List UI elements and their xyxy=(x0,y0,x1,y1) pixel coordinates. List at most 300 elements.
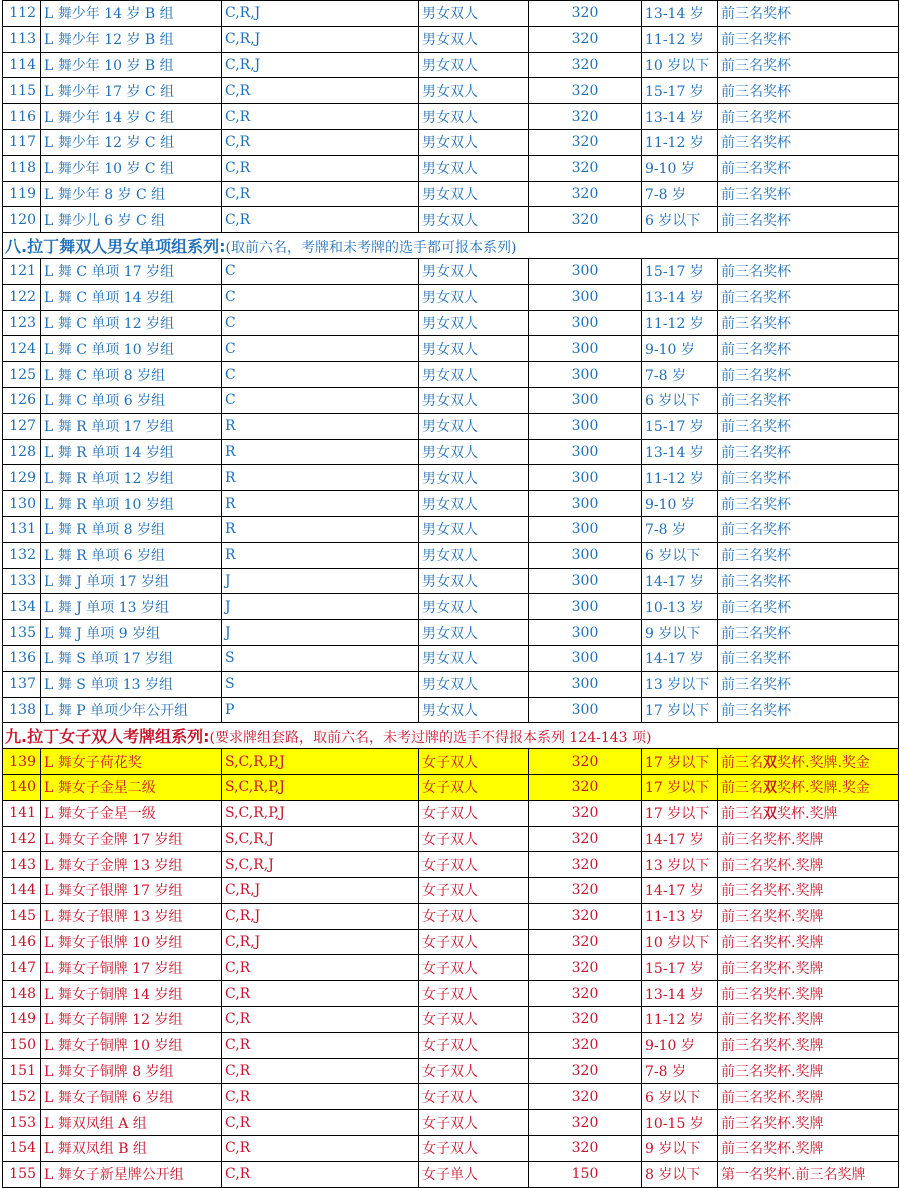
entry-fee: 320 xyxy=(529,852,642,878)
age-range: 14-17 岁 xyxy=(642,568,718,594)
event-name: L 舞 C 单项 6 岁组 xyxy=(41,387,222,413)
entry-fee: 300 xyxy=(529,413,642,439)
table-row xyxy=(3,903,899,929)
item-number: 150 xyxy=(3,1032,41,1058)
age-range: 15-17 岁 xyxy=(642,955,718,981)
age-range: 10-15 岁 xyxy=(642,1110,718,1136)
event-name: L 舞少年 14 岁 C 组 xyxy=(41,104,222,130)
entry-type: 女子双人 xyxy=(419,981,529,1007)
entry-fee: 150 xyxy=(529,1161,642,1187)
event-name: L 舞 C 单项 12 岁组 xyxy=(41,310,222,336)
entry-fee: 320 xyxy=(529,1058,642,1084)
dance-list: C xyxy=(222,258,419,284)
dance-list: C,R xyxy=(222,1136,419,1162)
dance-list: S,C,R,P,J xyxy=(222,800,419,826)
entry-fee: 320 xyxy=(529,929,642,955)
age-range: 6 岁以下 xyxy=(642,542,718,568)
entry-type: 女子双人 xyxy=(419,852,529,878)
event-name: L 舞少年 8 岁 C 组 xyxy=(41,181,222,207)
age-range: 8 岁以下 xyxy=(642,1161,718,1187)
event-name: L 舞 C 单项 17 岁组 xyxy=(41,258,222,284)
item-number: 139 xyxy=(3,749,41,775)
prize-part: 双 xyxy=(763,806,777,823)
table-row xyxy=(3,826,899,852)
item-number: 124 xyxy=(3,336,41,362)
item-number: 154 xyxy=(3,1136,41,1162)
entry-fee: 320 xyxy=(529,1110,642,1136)
prize xyxy=(718,749,899,775)
table-row xyxy=(3,929,899,955)
age-range: 11-12 岁 xyxy=(642,465,718,491)
item-number: 114 xyxy=(3,52,41,78)
entry-type: 男女双人 xyxy=(419,155,529,181)
prize: 前三名奖杯 xyxy=(718,310,899,336)
item-number: 131 xyxy=(3,516,41,542)
item-number: 125 xyxy=(3,362,41,388)
item-number: 120 xyxy=(3,207,41,233)
table-row xyxy=(3,439,899,465)
entry-fee: 320 xyxy=(529,981,642,1007)
item-number: 145 xyxy=(3,903,41,929)
dance-list: C,R,J xyxy=(222,26,419,52)
table-row xyxy=(3,465,899,491)
dance-list: C xyxy=(222,362,419,388)
item-number: 112 xyxy=(3,1,41,27)
entry-type: 男女双人 xyxy=(419,207,529,233)
entry-type: 女子双人 xyxy=(419,1058,529,1084)
prize: 前三名奖杯 xyxy=(718,516,899,542)
table-row xyxy=(3,1161,899,1187)
dance-list: S xyxy=(222,645,419,671)
dance-list: C xyxy=(222,310,419,336)
age-range: 7-8 岁 xyxy=(642,181,718,207)
prize: 前三名奖杯 xyxy=(718,284,899,310)
item-number: 123 xyxy=(3,310,41,336)
prize: 前三名奖杯.奖牌 xyxy=(718,955,899,981)
age-range: 14-17 岁 xyxy=(642,878,718,904)
prize: 前三名奖杯 xyxy=(718,542,899,568)
item-number: 116 xyxy=(3,104,41,130)
entry-fee: 320 xyxy=(529,181,642,207)
dance-list: C,R xyxy=(222,104,419,130)
entry-type: 男女双人 xyxy=(419,620,529,646)
table-row xyxy=(3,155,899,181)
entry-fee: 300 xyxy=(529,568,642,594)
event-name: L 舞 J 单项 17 岁组 xyxy=(41,568,222,594)
entry-type: 男女双人 xyxy=(419,52,529,78)
age-range: 7-8 岁 xyxy=(642,516,718,542)
entry-type: 女子双人 xyxy=(419,1084,529,1110)
item-number: 132 xyxy=(3,542,41,568)
prize: 前三名奖杯.奖牌 xyxy=(718,1007,899,1033)
entry-type: 女子双人 xyxy=(419,929,529,955)
entry-fee: 320 xyxy=(529,749,642,775)
item-number: 118 xyxy=(3,155,41,181)
entry-fee: 320 xyxy=(529,774,642,800)
age-range: 15-17 岁 xyxy=(642,78,718,104)
table-row xyxy=(3,387,899,413)
event-name: L 舞少年 12 岁 B 组 xyxy=(41,26,222,52)
entry-type: 男女双人 xyxy=(419,284,529,310)
item-number: 117 xyxy=(3,129,41,155)
prize: 前三名奖杯 xyxy=(718,1,899,27)
prize: 前三名奖杯 xyxy=(718,465,899,491)
event-name: L 舞少年 10 岁 B 组 xyxy=(41,52,222,78)
entry-fee: 300 xyxy=(529,671,642,697)
prize: 前三名奖杯 xyxy=(718,336,899,362)
age-range: 6 岁以下 xyxy=(642,207,718,233)
entry-fee: 320 xyxy=(529,78,642,104)
dance-list: S xyxy=(222,671,419,697)
age-range: 6 岁以下 xyxy=(642,387,718,413)
age-range: 13-14 岁 xyxy=(642,439,718,465)
prize: 前三名奖杯 xyxy=(718,26,899,52)
entry-fee: 320 xyxy=(529,826,642,852)
event-name: L 舞 P 单项少年公开组 xyxy=(41,697,222,723)
age-range: 13-14 岁 xyxy=(642,981,718,1007)
dance-list: C,R xyxy=(222,129,419,155)
event-name: L 舞女子铜牌 12 岁组 xyxy=(41,1007,222,1033)
prize-part: 前三名 xyxy=(721,754,763,771)
table-row xyxy=(3,568,899,594)
prize: 前三名奖杯 xyxy=(718,258,899,284)
item-number: 140 xyxy=(3,774,41,800)
entry-type: 男女双人 xyxy=(419,129,529,155)
table-row xyxy=(3,749,899,775)
prize-part: 双 xyxy=(763,754,777,771)
prize-part: 前三名 xyxy=(721,806,763,823)
event-name: L 舞女子铜牌 6 岁组 xyxy=(41,1084,222,1110)
prize: 前三名奖杯 xyxy=(718,155,899,181)
table-row xyxy=(3,981,899,1007)
table-row xyxy=(3,258,899,284)
age-range: 13 岁以下 xyxy=(642,852,718,878)
event-name: L 舞 C 单项 8 岁组 xyxy=(41,362,222,388)
event-name: L 舞女子银牌 13 岁组 xyxy=(41,903,222,929)
age-range: 9-10 岁 xyxy=(642,491,718,517)
event-name: L 舞少年 10 岁 C 组 xyxy=(41,155,222,181)
prize xyxy=(718,800,899,826)
prize: 前三名奖杯.奖牌 xyxy=(718,1110,899,1136)
section-header xyxy=(3,233,899,259)
entry-fee: 300 xyxy=(529,697,642,723)
entry-fee: 320 xyxy=(529,955,642,981)
prize: 前三名奖杯.奖牌 xyxy=(718,1084,899,1110)
entry-fee: 320 xyxy=(529,26,642,52)
age-range: 13-14 岁 xyxy=(642,284,718,310)
age-range: 9 岁以下 xyxy=(642,620,718,646)
dance-list: R xyxy=(222,491,419,517)
item-number: 141 xyxy=(3,800,41,826)
prize: 前三名奖杯.奖牌 xyxy=(718,981,899,1007)
dance-list: C xyxy=(222,387,419,413)
entry-type: 男女双人 xyxy=(419,104,529,130)
prize: 前三名奖杯 xyxy=(718,620,899,646)
section-title: 九.拉丁女子双人考牌组系列: xyxy=(5,727,210,747)
age-range: 17 岁以下 xyxy=(642,749,718,775)
age-range: 6 岁以下 xyxy=(642,1084,718,1110)
table-row xyxy=(3,129,899,155)
entry-type: 男女双人 xyxy=(419,645,529,671)
age-range: 11-12 岁 xyxy=(642,1007,718,1033)
table-row xyxy=(3,594,899,620)
item-number: 142 xyxy=(3,826,41,852)
prize-part: 奖杯.奖牌.奖金 xyxy=(777,754,870,771)
dance-list: J xyxy=(222,568,419,594)
table-row xyxy=(3,78,899,104)
entry-type: 男女双人 xyxy=(419,439,529,465)
entry-fee: 300 xyxy=(529,387,642,413)
dance-list: C,R xyxy=(222,955,419,981)
entry-type: 男女双人 xyxy=(419,310,529,336)
item-number: 148 xyxy=(3,981,41,1007)
event-name: L 舞女子新星牌公开组 xyxy=(41,1161,222,1187)
item-number: 119 xyxy=(3,181,41,207)
dance-list: C,R,J xyxy=(222,52,419,78)
section-note: (要求牌组套路，取前六名，未考过牌的选手不得报本系列 124-143 项) xyxy=(209,730,652,747)
table-row xyxy=(3,491,899,517)
entry-fee: 320 xyxy=(529,155,642,181)
table-row xyxy=(3,645,899,671)
event-name: L 舞女子金星一级 xyxy=(41,800,222,826)
item-number: 144 xyxy=(3,878,41,904)
entry-type: 男女双人 xyxy=(419,542,529,568)
table-row xyxy=(3,516,899,542)
section-header-cell xyxy=(3,233,899,259)
table-row xyxy=(3,336,899,362)
entry-type: 男女双人 xyxy=(419,413,529,439)
item-number: 134 xyxy=(3,594,41,620)
prize: 前三名奖杯 xyxy=(718,387,899,413)
item-number: 146 xyxy=(3,929,41,955)
prize: 前三名奖杯 xyxy=(718,594,899,620)
table-row xyxy=(3,181,899,207)
table-row xyxy=(3,1032,899,1058)
event-name: L 舞女子铜牌 17 岁组 xyxy=(41,955,222,981)
item-number: 127 xyxy=(3,413,41,439)
prize: 前三名奖杯.奖牌 xyxy=(718,878,899,904)
table-row xyxy=(3,542,899,568)
table-row xyxy=(3,620,899,646)
table-row xyxy=(3,1110,899,1136)
item-number: 155 xyxy=(3,1161,41,1187)
item-number: 128 xyxy=(3,439,41,465)
entry-fee: 320 xyxy=(529,1136,642,1162)
dance-list: C,R xyxy=(222,1032,419,1058)
entry-fee: 300 xyxy=(529,362,642,388)
dance-list: C xyxy=(222,284,419,310)
prize-part: 前三名 xyxy=(721,780,763,797)
item-number: 129 xyxy=(3,465,41,491)
age-range: 15-17 岁 xyxy=(642,258,718,284)
dance-list: C,R xyxy=(222,1084,419,1110)
dance-list: C,R xyxy=(222,981,419,1007)
dance-list: C xyxy=(222,336,419,362)
table-row xyxy=(3,207,899,233)
dance-list: P xyxy=(222,697,419,723)
entry-fee: 300 xyxy=(529,491,642,517)
table-row xyxy=(3,774,899,800)
entry-fee: 300 xyxy=(529,439,642,465)
table-row xyxy=(3,1,899,27)
table-row xyxy=(3,362,899,388)
entry-fee: 300 xyxy=(529,516,642,542)
event-name: L 舞 R 单项 14 岁组 xyxy=(41,439,222,465)
dance-list: C,R xyxy=(222,155,419,181)
entry-type: 男女双人 xyxy=(419,516,529,542)
entry-type: 女子双人 xyxy=(419,1136,529,1162)
item-number: 130 xyxy=(3,491,41,517)
dance-list: C,R xyxy=(222,1007,419,1033)
age-range: 9-10 岁 xyxy=(642,336,718,362)
entry-type: 男女双人 xyxy=(419,568,529,594)
age-range: 14-17 岁 xyxy=(642,826,718,852)
prize: 前三名奖杯.奖牌 xyxy=(718,1032,899,1058)
entry-fee: 300 xyxy=(529,310,642,336)
dance-list: C,R xyxy=(222,1161,419,1187)
prize: 前三名奖杯 xyxy=(718,413,899,439)
dance-list: C,R,J xyxy=(222,878,419,904)
table-row xyxy=(3,671,899,697)
entry-fee: 320 xyxy=(529,878,642,904)
prize: 前三名奖杯 xyxy=(718,439,899,465)
entry-type: 男女双人 xyxy=(419,671,529,697)
age-range: 11-12 岁 xyxy=(642,26,718,52)
age-range: 9 岁以下 xyxy=(642,1136,718,1162)
entry-fee: 300 xyxy=(529,465,642,491)
entry-type: 男女双人 xyxy=(419,491,529,517)
entry-type: 女子双人 xyxy=(419,903,529,929)
dance-list: R xyxy=(222,439,419,465)
event-name: L 舞 J 单项 9 岁组 xyxy=(41,620,222,646)
event-name: L 舞女子金牌 17 岁组 xyxy=(41,826,222,852)
event-name: L 舞 R 单项 10 岁组 xyxy=(41,491,222,517)
item-number: 115 xyxy=(3,78,41,104)
age-range: 13-14 岁 xyxy=(642,104,718,130)
event-name: L 舞女子荷花奖 xyxy=(41,749,222,775)
dance-list: J xyxy=(222,620,419,646)
event-name: L 舞少儿 6 岁 C 组 xyxy=(41,207,222,233)
age-range: 11-12 岁 xyxy=(642,310,718,336)
entry-type: 男女双人 xyxy=(419,465,529,491)
event-name: L 舞 R 单项 17 岁组 xyxy=(41,413,222,439)
age-range: 10-13 岁 xyxy=(642,594,718,620)
prize-part: 奖杯.奖牌.奖金 xyxy=(777,780,870,797)
table-row xyxy=(3,26,899,52)
dance-list: C,R xyxy=(222,1110,419,1136)
table-row xyxy=(3,1007,899,1033)
prize: 前三名奖杯 xyxy=(718,207,899,233)
entry-fee: 320 xyxy=(529,104,642,130)
event-name: L 舞 C 单项 14 岁组 xyxy=(41,284,222,310)
event-name: L 舞 J 单项 13 岁组 xyxy=(41,594,222,620)
table-row xyxy=(3,1136,899,1162)
prize: 前三名奖杯.奖牌 xyxy=(718,1136,899,1162)
event-name: L 舞 R 单项 6 岁组 xyxy=(41,542,222,568)
entry-fee: 320 xyxy=(529,52,642,78)
prize: 前三名奖杯.奖牌 xyxy=(718,1058,899,1084)
item-number: 149 xyxy=(3,1007,41,1033)
event-name: L 舞双凤组 B 组 xyxy=(41,1136,222,1162)
item-number: 122 xyxy=(3,284,41,310)
dance-list: R xyxy=(222,542,419,568)
section-header-cell xyxy=(3,723,899,749)
section-title: 八.拉丁舞双人男女单项组系列: xyxy=(5,237,226,257)
event-name: L 舞 S 单项 17 岁组 xyxy=(41,645,222,671)
entry-fee: 320 xyxy=(529,903,642,929)
dance-list: S,C,R,P,J xyxy=(222,774,419,800)
prize: 前三名奖杯 xyxy=(718,129,899,155)
table-row xyxy=(3,413,899,439)
age-range: 13-14 岁 xyxy=(642,1,718,27)
dance-list: C,R,J xyxy=(222,929,419,955)
dance-list: C,R xyxy=(222,78,419,104)
prize: 前三名奖杯 xyxy=(718,671,899,697)
prize: 前三名奖杯.奖牌 xyxy=(718,903,899,929)
table-row xyxy=(3,52,899,78)
prize: 前三名奖杯.奖牌 xyxy=(718,852,899,878)
entry-type: 女子双人 xyxy=(419,1007,529,1033)
prize: 前三名奖杯 xyxy=(718,104,899,130)
entry-type: 男女双人 xyxy=(419,26,529,52)
prize: 前三名奖杯 xyxy=(718,568,899,594)
event-name: L 舞 R 单项 12 岁组 xyxy=(41,465,222,491)
dance-list: J xyxy=(222,594,419,620)
prize: 前三名奖杯.奖牌 xyxy=(718,826,899,852)
entry-type: 男女双人 xyxy=(419,697,529,723)
dance-list: C,R xyxy=(222,181,419,207)
event-name: L 舞 R 单项 8 岁组 xyxy=(41,516,222,542)
entry-type: 男女双人 xyxy=(419,258,529,284)
item-number: 137 xyxy=(3,671,41,697)
prize: 前三名奖杯 xyxy=(718,697,899,723)
age-range: 17 岁以下 xyxy=(642,697,718,723)
prize: 第一名奖杯.前三名奖牌 xyxy=(718,1161,899,1187)
entry-fee: 300 xyxy=(529,336,642,362)
item-number: 147 xyxy=(3,955,41,981)
age-range: 17 岁以下 xyxy=(642,774,718,800)
entry-fee: 300 xyxy=(529,645,642,671)
age-range: 10 岁以下 xyxy=(642,52,718,78)
dance-list: R xyxy=(222,465,419,491)
age-range: 11-13 岁 xyxy=(642,903,718,929)
entry-fee: 320 xyxy=(529,800,642,826)
section-header xyxy=(3,723,899,749)
age-range: 10 岁以下 xyxy=(642,929,718,955)
entry-type: 女子双人 xyxy=(419,800,529,826)
dance-list: C,R,J xyxy=(222,903,419,929)
entry-fee: 320 xyxy=(529,207,642,233)
item-number: 143 xyxy=(3,852,41,878)
age-range: 13 岁以下 xyxy=(642,671,718,697)
item-number: 153 xyxy=(3,1110,41,1136)
table-row xyxy=(3,104,899,130)
entry-type: 女子双人 xyxy=(419,1032,529,1058)
entry-type: 男女双人 xyxy=(419,78,529,104)
entry-fee: 300 xyxy=(529,594,642,620)
event-name: L 舞 S 单项 13 岁组 xyxy=(41,671,222,697)
table-row xyxy=(3,1058,899,1084)
event-table-body xyxy=(3,1,899,1188)
prize xyxy=(718,774,899,800)
table-row xyxy=(3,1084,899,1110)
table-row xyxy=(3,878,899,904)
age-range: 15-17 岁 xyxy=(642,413,718,439)
prize-part: 双 xyxy=(763,780,777,797)
entry-type: 男女双人 xyxy=(419,336,529,362)
dance-list: R xyxy=(222,413,419,439)
entry-fee: 320 xyxy=(529,1,642,27)
